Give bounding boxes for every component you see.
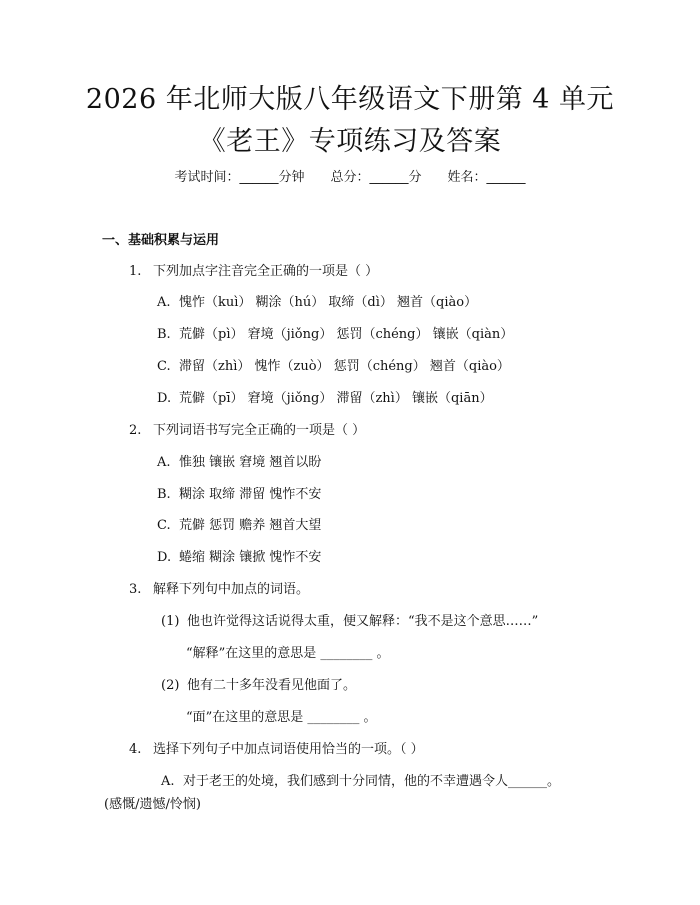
q3-sub-2-answer: “面”在这里的意思是 ________ 。 xyxy=(186,710,377,725)
option-text: 蜷缩 糊涂 镶掀 愧怍不安 xyxy=(179,550,322,565)
option-text: 荒僻 惩罚 赡养 翘首大望 xyxy=(179,518,322,533)
q1-option-b xyxy=(157,325,513,345)
option-text: 荒僻（pī） 窘境（jiǒng） 滞留（zhì） 镶嵌（qiān） xyxy=(179,391,493,406)
option-label: B. xyxy=(157,487,171,502)
question-number: 4. xyxy=(129,742,142,757)
exam-name-field: 姓名：______ xyxy=(447,170,526,185)
question-text: 选择下列句子中加点词语使用恰当的一项。（ ） xyxy=(153,742,424,757)
q2-option-b xyxy=(157,485,321,505)
q1-option-c xyxy=(157,357,510,377)
q2-option-c xyxy=(157,516,321,536)
option-text: 荒僻（pì） 窘境（jiǒng） 惩罚（chéng） 镶嵌（qiàn） xyxy=(179,327,514,342)
question-number: 1. xyxy=(129,264,142,279)
option-text: 糊涂 取缔 滞留 愧怍不安 xyxy=(179,487,322,502)
sub-text: 他有二十多年没看见他面了。 xyxy=(187,678,357,693)
option-label: C. xyxy=(157,359,171,374)
document-title-line2: 《老王》专项练习及答案 xyxy=(198,126,502,157)
exam-score-field: 总分：______分 xyxy=(330,170,422,185)
question-1 xyxy=(129,262,378,282)
exam-time-field: 考试时间：______分钟 xyxy=(174,170,305,185)
option-label: A. xyxy=(157,455,171,470)
question-3 xyxy=(129,580,309,600)
q1-option-d xyxy=(157,389,493,409)
q1-option-a xyxy=(157,293,477,313)
option-text: 滞留（zhì） 愧怍（zuò） 惩罚（chéng） 翘首（qiào） xyxy=(179,359,510,374)
option-text: 愧怍（kuì） 糊涂（hú） 取缔（dì） 翘首（qiào） xyxy=(179,295,478,310)
q2-option-d xyxy=(157,548,321,568)
option-label: B. xyxy=(157,327,171,342)
q3-sub-1 xyxy=(161,612,538,632)
question-text: 解释下列句中加点的词语。 xyxy=(153,582,310,597)
option-label: A. xyxy=(161,774,175,789)
section-title: 一、基础积累与运用 xyxy=(102,233,220,248)
sub-text: 他也许觉得这话说得太重，便又解释：“我不是这个意思……” xyxy=(187,614,539,629)
question-2 xyxy=(129,421,365,441)
option-label: D. xyxy=(157,391,172,406)
q4-option-a xyxy=(161,772,560,792)
sub-label: (2) xyxy=(161,678,180,693)
question-text: 下列加点字注音完全正确的一项是（ ） xyxy=(153,264,379,279)
option-text: 对于老王的处境，我们感到十分同情，他的不幸遭遇令人______。 xyxy=(183,774,561,789)
exam-info-row xyxy=(0,168,700,188)
question-number: 3. xyxy=(129,582,142,597)
document-title-line1: 2026 年北师大版八年级语文下册第 4 单元 xyxy=(85,84,615,115)
option-text: 惟独 镶嵌 窘境 翘首以盼 xyxy=(179,455,322,470)
question-number: 2. xyxy=(129,423,142,438)
question-text: 下列词语书写完全正确的一项是（ ） xyxy=(153,423,366,438)
option-label: A. xyxy=(157,295,171,310)
q2-option-a xyxy=(157,453,321,473)
option-label: C. xyxy=(157,518,171,533)
q3-sub-2 xyxy=(161,676,356,696)
q4-option-a-continuation: (感慨/遗憾/怜悯) xyxy=(104,797,201,812)
sub-label: (1) xyxy=(161,614,180,629)
question-4 xyxy=(129,740,424,760)
q3-sub-1-answer: “解释”在这里的意思是 ________ 。 xyxy=(186,646,390,661)
option-label: D. xyxy=(157,550,172,565)
